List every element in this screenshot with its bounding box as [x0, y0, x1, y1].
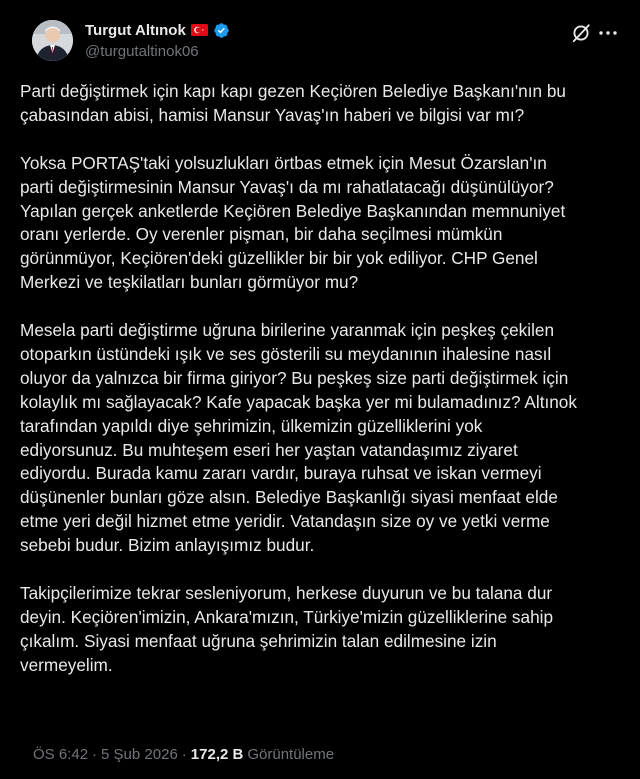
- tweet-text: [20, 80, 630, 702]
- name-row: [85, 20, 230, 40]
- avatar[interactable]: [32, 20, 73, 61]
- tweet-paragraph: Takipçilerimize tekrar sesleniyorum, herkese duyurun ve bu talana dur deyin. Keçiören'imizin, Ankara'mızın, Türkiye'mizin güzelliklerine sahip çıkalım. Siyasi menfaat uğruna şehrimizin talan edilmesine izin vermeyelim.: [20, 582, 554, 675]
- display-name[interactable]: Turgut Altınok: [85, 21, 186, 39]
- tweet-header: [16, 0, 624, 72]
- meta-separator: ·: [181, 746, 187, 763]
- tweet-paragraph: Yoksa PORTAŞ'taki yolsuzlukları örtbas etmek için Mesut Özarslan'ın parti değiştirmesinin Mansur Yavaş'ı da mı rahatlatacağı düşünülüyor? Yapılan gerçek anketlerde Keçiören Belediye Başkanından memnuniyet oranı yerlerde. Oy verenler pişman, bir daha seçilmesi mümkün görünmüyor, Keçiören'deki güzellikler bir bir yok ediliyor. CHP Genel Merkezi ve teşkilatları bunları görmüyor mu?: [20, 152, 566, 293]
- tweet-meta: [33, 746, 334, 763]
- grok-icon[interactable]: [570, 22, 592, 44]
- tweet-time[interactable]: ÖS 6:42: [33, 746, 89, 763]
- verified-badge-icon[interactable]: [213, 22, 230, 39]
- tweet-paragraph: Mesela parti değiştirme uğruna birilerine yaranmak için peşkeş çekilen otoparkın üstündeki ışık ve ses gösterili su meydanının ihalesine nasıl oluyor da yalnızca bir firma giriyor? Bu peşkeş size parti değiştirmek için kolaylık mı sağlayacak? Kafe yapacak başka yer mi bulamadınız? Altınok tarafından yapıldı diye şehrimizin, ülkemizin güzelliklerini yok ediyorsunuz. Bu muhteşem eseri her yaştan vatandaşımız ziyaret ediyordu. Burada kamu zararı vardır, buraya ruhsat ve iskan vermeyi düşünenler bunları göze alsın. Belediye Başkanlığı siyasi menfaat elde etme yeri değil hizmet etme yeridir. Vatandaşın size oy ve yetki verme sebebi budur. Bizim anlayışımız budur.: [20, 320, 577, 556]
- views-label: Görüntüleme: [247, 746, 335, 763]
- meta-separator: ·: [92, 746, 98, 763]
- more-icon[interactable]: [598, 26, 618, 40]
- tweet-paragraph: Parti değiştirmek için kapı kapı gezen Keçiören Belediye Başkanı'nın bu çabasından abisi, hamisi Mansur Yavaş'ın haberi ve bilgisi var mı?: [20, 81, 566, 125]
- avatar-photo-icon: [32, 20, 73, 61]
- views-count[interactable]: 172,2 B: [190, 746, 244, 763]
- author-handle[interactable]: @turgutaltinok06: [85, 43, 199, 60]
- author-names: [85, 20, 230, 60]
- turkey-flag-icon: [191, 24, 208, 36]
- tweet-date[interactable]: 5 Şub 2026: [101, 746, 178, 763]
